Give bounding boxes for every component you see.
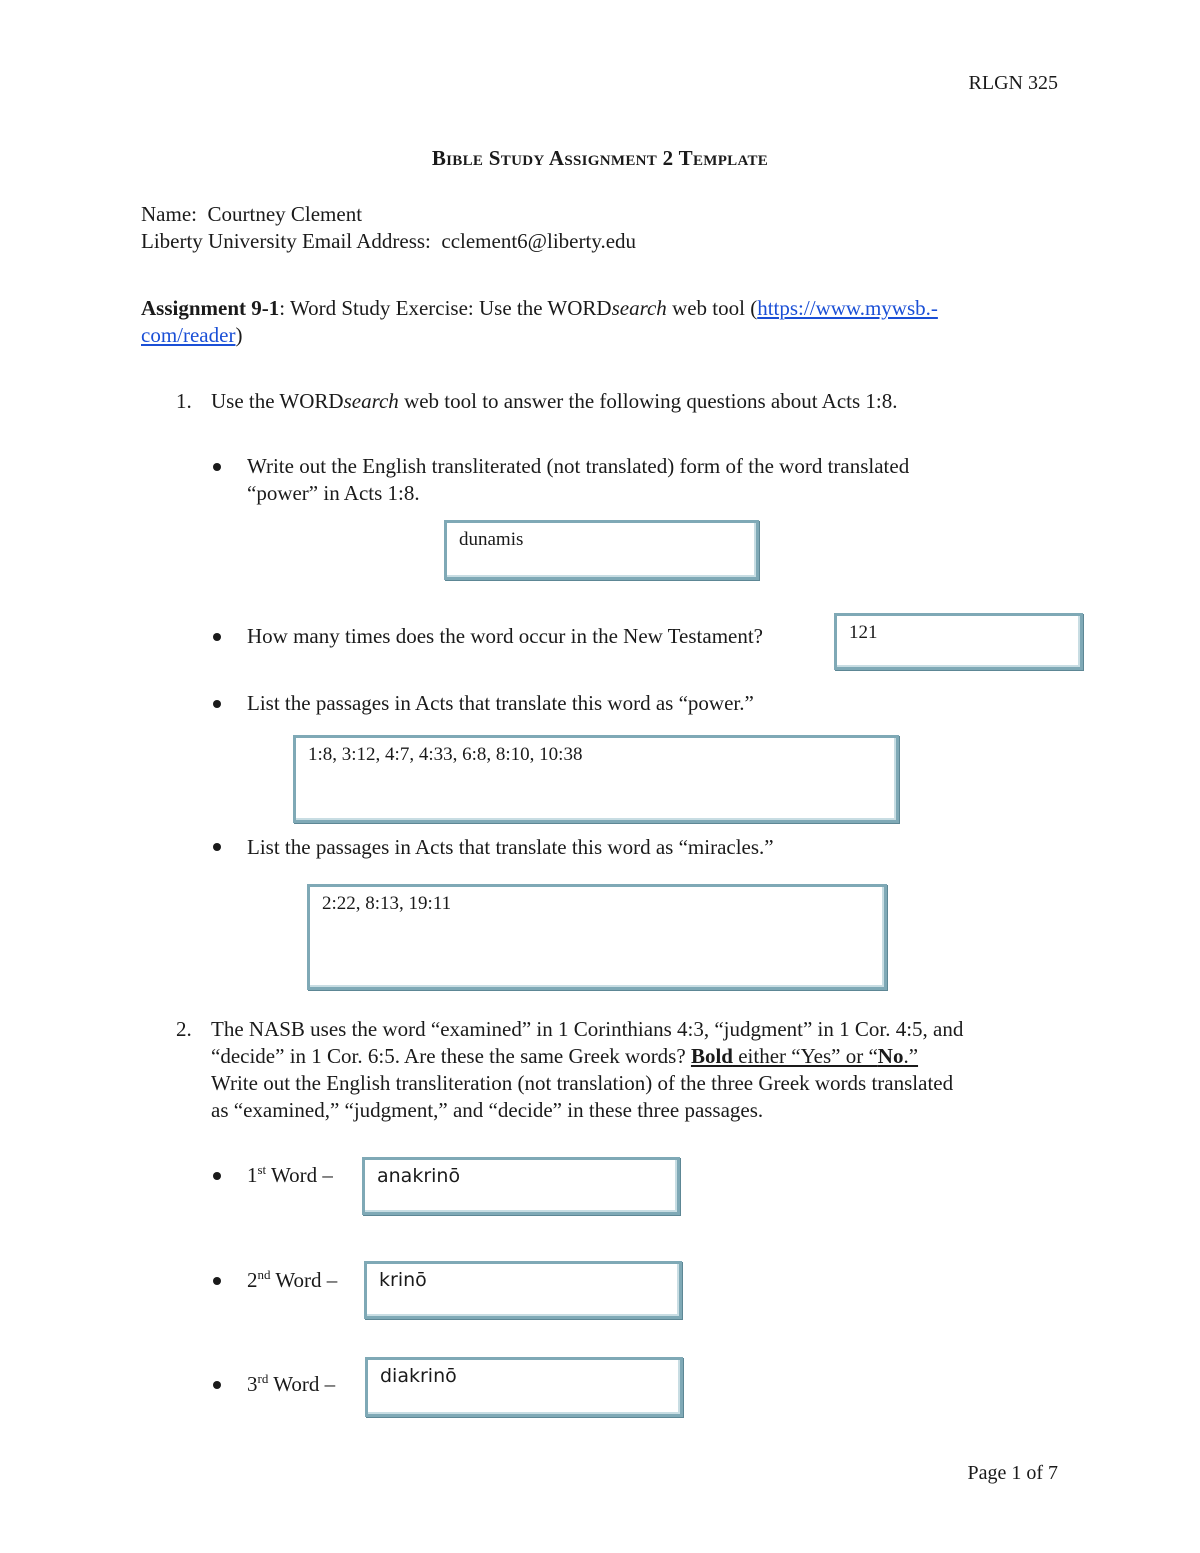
q1-sub4-text: List the passages in Acts that translate this word as “miracles.”	[247, 835, 774, 859]
page-number: Page 1 of 7	[967, 1462, 1058, 1484]
q1-sub2-text: How many times does the word occur in the New Testament?	[247, 624, 764, 648]
assignment-label: Assignment 9-1	[141, 296, 280, 320]
name-line: Name: Courtney Clement	[141, 202, 363, 226]
bullet-icon	[213, 633, 221, 641]
bullet-icon	[213, 1277, 221, 1285]
answer-field-occurrences[interactable]: 121	[834, 613, 1083, 670]
q2-number: 2.	[176, 1017, 192, 1041]
bullet-icon	[213, 463, 221, 471]
bullet-icon	[213, 1172, 221, 1180]
bullet-icon	[213, 843, 221, 851]
student-info	[141, 201, 636, 255]
q2-word2-label: 2nd Word –	[247, 1267, 338, 1292]
answer-field-word2[interactable]: krinō	[364, 1261, 682, 1319]
q2-word1-label: 1st Word –	[247, 1162, 333, 1187]
q2-word3-label: 3rd Word –	[247, 1371, 336, 1396]
wordsearch-link-continued[interactable]: com/reader	[141, 323, 236, 347]
q1-number: 1.	[176, 389, 192, 413]
answer-field-power-passages[interactable]: 1:8, 3:12, 4:7, 4:33, 6:8, 8:10, 10:38	[293, 735, 899, 823]
q1-text: Use the WORDsearch web tool to answer the following questions about Acts 1:8.	[211, 389, 898, 413]
q1-sub3-text: List the passages in Acts that translate this word as “power.”	[247, 691, 754, 715]
wordsearch-link[interactable]: https://www.mywsb.-	[757, 296, 938, 320]
student-email: cclement6@liberty.edu	[441, 229, 637, 253]
q1-sub1-text: Write out the English transliterated (not translated) form of the word translated “power” in Acts 1:8.	[247, 454, 910, 505]
bullet-icon	[213, 700, 221, 708]
answer-field-word3[interactable]: diakrinō	[365, 1357, 683, 1417]
course-code: RLGN 325	[968, 72, 1058, 94]
answer-field-miracles-passages[interactable]: 2:22, 8:13, 19:11	[307, 884, 887, 990]
assignment-intro: Assignment 9-1: Word Study Exercise: Use the WORDsearch web tool (https://www.mywsb.- com/reader)	[141, 296, 938, 347]
page-title: BIBLE STUDY ASSIGNMENT 2 TEMPLATE	[431, 146, 769, 170]
answer-field-word1[interactable]: anakrinō	[362, 1157, 680, 1215]
email-line: Liberty University Email Address: cclement6@liberty.edu	[141, 229, 637, 253]
answer-field-transliteration[interactable]: dunamis	[444, 520, 759, 580]
q2-text: The NASB uses the word “examined” in 1 Corinthians 4:3, “judgment” in 1 Cor. 4:5, and “decide” in 1 Cor. 6:5. Are these the same Greek words? Bold either “Yes” or “No.” Write out the English transliteration (not translation) of the three Greek words translated as “examined,” “judgment,” and “decide” in these three passages.	[211, 1017, 964, 1122]
student-name: Courtney Clement	[207, 202, 363, 226]
bullet-icon	[213, 1381, 221, 1389]
